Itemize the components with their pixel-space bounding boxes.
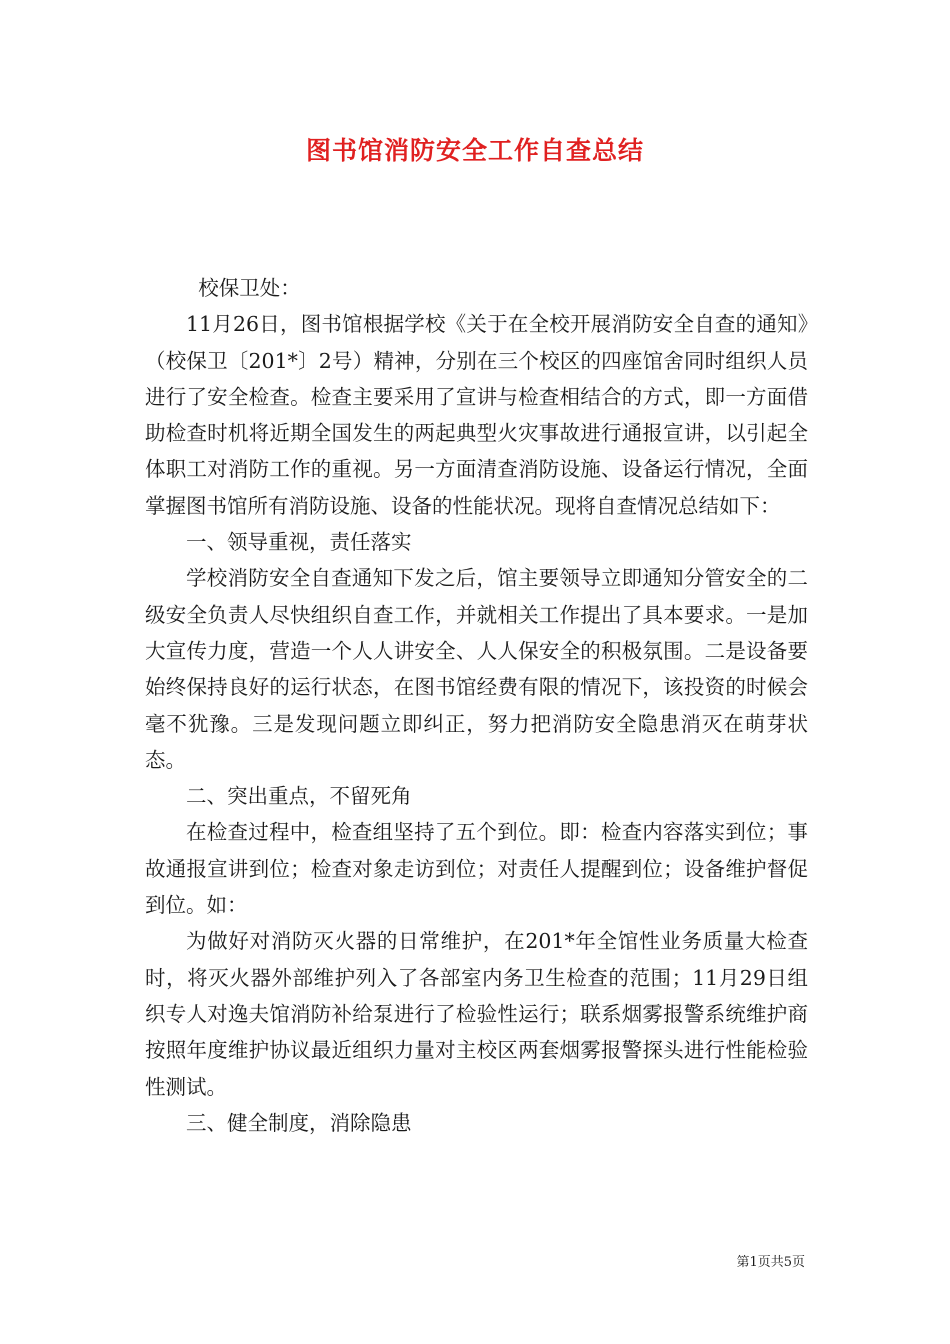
section-heading-3: 三、健全制度，消除隐患 bbox=[186, 1110, 412, 1135]
section-2-example-paragraph: 为做好对消防灭火器的日常维护，在201*年全馆性业务质量大检查时，将灭火器外部维护列入了各部室内务卫生检查的范围；11月29日组织专人对逸夫馆消防补给泵进行了检验性运行；联系烟雾报警系统维护商按照年度维护协议最近组织力量对主校区两套烟雾报警探头进行性能检验性测试。 bbox=[145, 929, 808, 1099]
section-1-paragraph: 学校消防安全自查通知下发之后，馆主要领导立即通知分管安全的二级安全负责人尽快组织自查工作，并就相关工作提出了具本要求。一是加大宣传力度，营造一个人人讲安全、人人保安全的积极氛围。二是设备要始终保持良好的运行状态，在图书馆经费有限的情况下，该投资的时候会毫不犹豫。三是发现问题立即纠正，努力把消防安全隐患消灭在萌芽状态。 bbox=[145, 566, 808, 772]
section-heading-2: 二、突出重点，不留死角 bbox=[186, 784, 412, 809]
greeting-line: 校保卫处： bbox=[198, 276, 301, 300]
section-heading-1: 一、领导重视，责任落实 bbox=[186, 530, 412, 555]
document-title: 图书馆消防安全工作自查总结 bbox=[305, 136, 644, 165]
page-number: 第1页共5页 bbox=[736, 1255, 805, 1270]
section-2-paragraph: 在检查过程中，检查组坚持了五个到位。即：检查内容落实到位；事故通报宣讲到位；检查对象走访到位；对责任人提醒到位；设备维护督促到位。如： bbox=[145, 820, 808, 918]
intro-paragraph: 11月26日，图书馆根据学校《关于在全校开展消防安全自查的通知》（校保卫〔201*〕2号）精神，分别在三个校区的四座馆舍同时组织人员进行了安全检查。检查主要采用了宣讲与检查相结合的方式，即一方面借助检查时机将近期全国发生的两起典型火灾事故进行通报宣讲，以引起全体职工对消防工作的重视。另一方面清查消防设施、设备运行情况，全面掌握图书馆所有消防设施、设备的性能状况。现将自查情况总结如下： bbox=[145, 312, 808, 518]
document-body bbox=[145, 270, 808, 1141]
